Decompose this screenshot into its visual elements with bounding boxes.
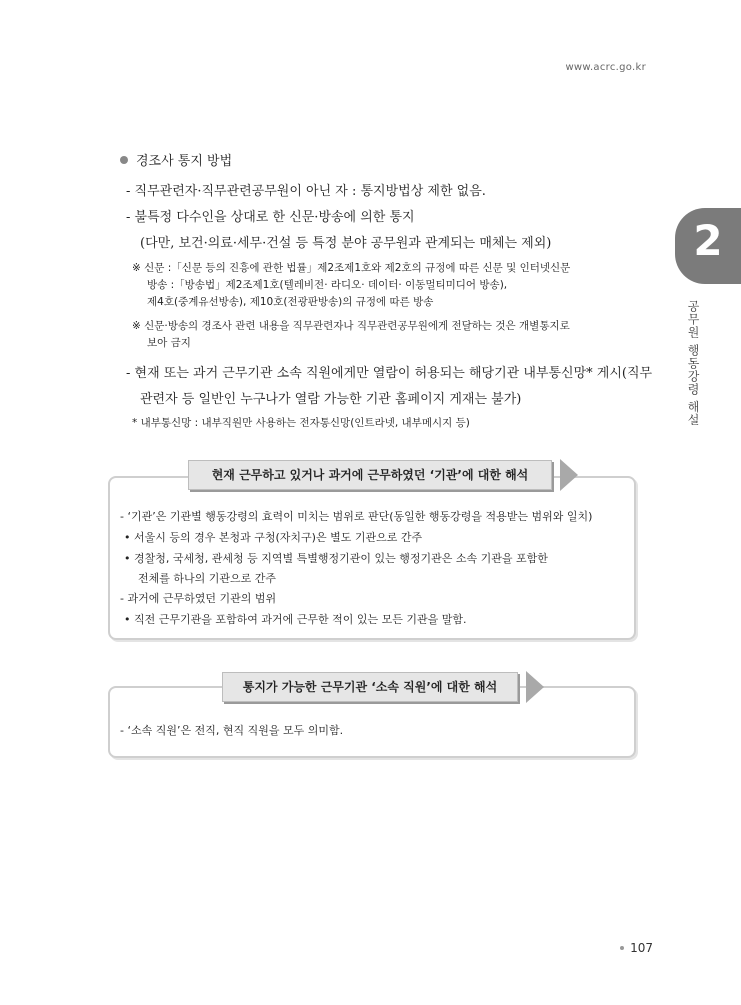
note-line: ※ 신문·방송의 경조사 관련 내용을 직무관련자나 직무관련공무원에게 전달하는 것은 개별통지로 bbox=[132, 320, 570, 332]
interpretation-box-agency bbox=[108, 476, 636, 640]
body-line: - 불특정 다수인을 상대로 한 신문·방송에 의한 통지 bbox=[126, 210, 415, 225]
chapter-title: 공무원 행동강령 해설 bbox=[686, 300, 700, 427]
arrow-icon bbox=[560, 459, 578, 491]
bullet-icon bbox=[120, 156, 128, 164]
body-line: - 현재 또는 과거 근무기관 소속 직원에게만 열람이 허용되는 해당기관 내부통신망* 게시(직무 bbox=[126, 366, 653, 381]
box-title-staff: 통지가 가능한 근무기관 ‘소속 직원’에 대한 해석 bbox=[222, 672, 518, 702]
box-line: - ‘기관’은 기관별 행동강령의 효력이 미치는 범위로 판단(동일한 행동강령을 적용받는 범위와 일치) bbox=[120, 510, 593, 523]
body-line: (다만, 보건·의료·세무·건설 등 특정 분야 공무원과 관계되는 매체는 제외) bbox=[140, 236, 552, 251]
box-line: - 과거에 근무하였던 기관의 범위 bbox=[120, 592, 277, 605]
arrow-icon bbox=[526, 671, 544, 703]
chapter-number: 2 bbox=[693, 216, 723, 265]
box-title-agency: 현재 근무하고 있거나 과거에 근무하였던 ‘기관’에 대한 해석 bbox=[188, 460, 552, 490]
note-line: 제4호(중계유선방송), 제10호(전광판방송)의 규정에 따른 방송 bbox=[147, 296, 434, 308]
section-title bbox=[120, 150, 232, 169]
section-title-text: 경조사 통지 방법 bbox=[136, 154, 233, 169]
dot-icon bbox=[620, 946, 624, 950]
chapter-tab bbox=[675, 208, 741, 284]
box-line: - ‘소속 직원’은 전직, 현직 직원을 모두 의미함. bbox=[120, 724, 344, 737]
note-line: 보아 금지 bbox=[147, 337, 191, 349]
box-line: • 경찰청, 국세청, 관세청 등 지역별 특별행정기관이 있는 행정기관은 소속 기관을 포함한 bbox=[124, 552, 548, 565]
box-line: • 서울시 등의 경우 본청과 구청(자치구)은 별도 기관으로 간주 bbox=[124, 531, 423, 544]
page-number-text: 107 bbox=[630, 941, 653, 955]
box-line: 전체를 하나의 기관으로 간주 bbox=[138, 572, 277, 585]
note-line: ※ 신문 :「신문 등의 진흥에 관한 법률」제2조제1호와 제2호의 규정에 따른 신문 및 인터넷신문 bbox=[132, 262, 571, 274]
note-line: 방송 :「방송법」제2조제1호(텔레비전· 라디오· 데이터· 이동멀티미디어 방송), bbox=[147, 279, 508, 291]
page-number bbox=[620, 941, 653, 955]
box-line: • 직전 근무기관을 포함하여 과거에 근무한 적이 있는 모든 기관을 말함. bbox=[124, 613, 467, 626]
site-url: www.acrc.go.kr bbox=[565, 62, 646, 73]
body-line: - 직무관련자·직무관련공무원이 아닌 자 : 통지방법상 제한 없음. bbox=[126, 184, 486, 199]
body-line: 관련자 등 일반인 누구나가 열람 가능한 기관 홈페이지 게재는 불가) bbox=[140, 392, 522, 407]
footnote-line: * 내부통신망 : 내부직원만 사용하는 전자통신망(인트라넷, 내부메시지 등) bbox=[132, 417, 470, 429]
